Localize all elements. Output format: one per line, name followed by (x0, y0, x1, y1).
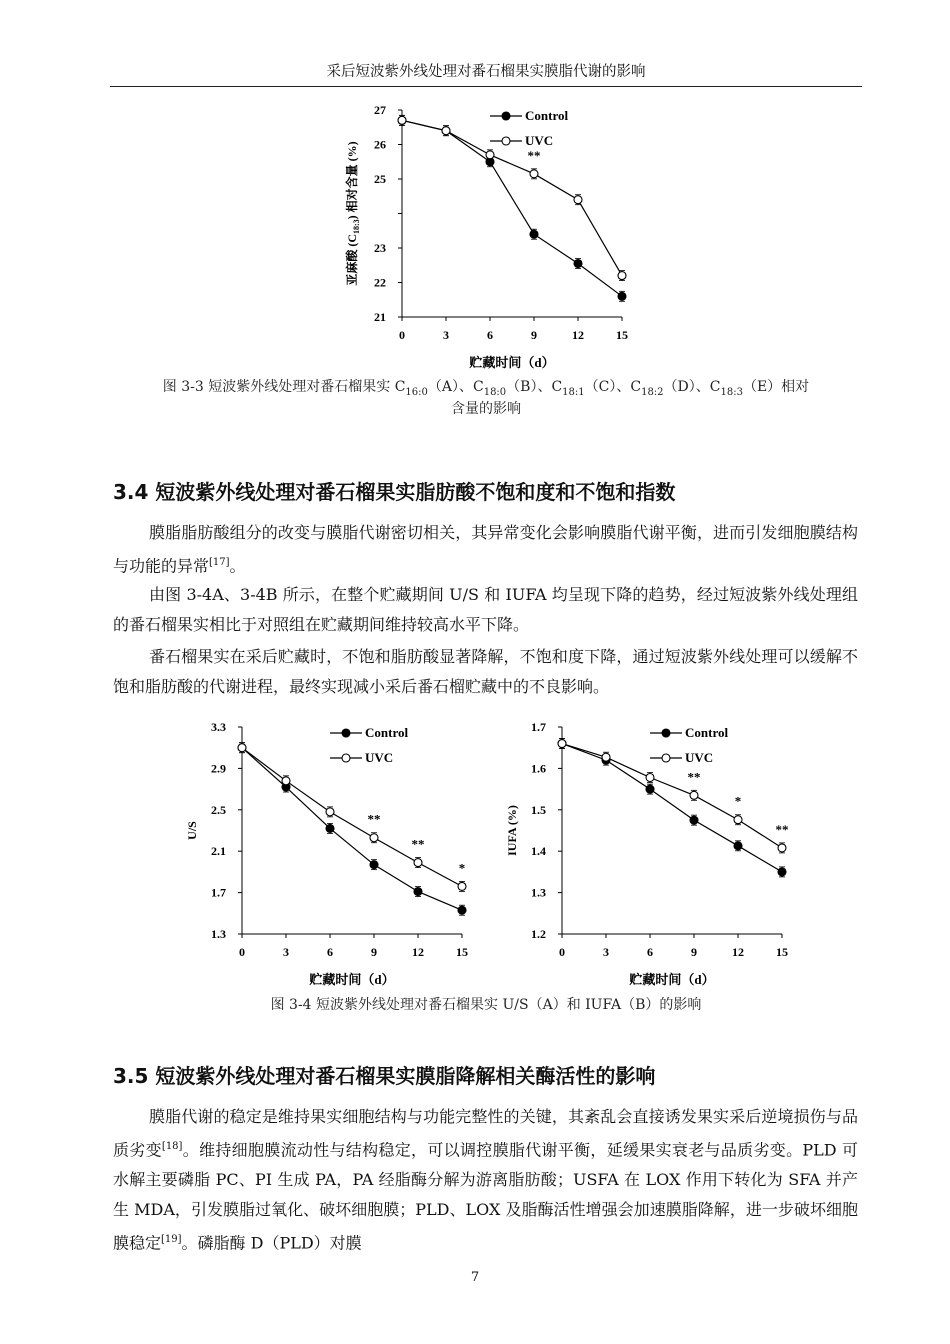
legend-label: UVC (685, 750, 714, 765)
y-tick-label: 1.2 (531, 927, 546, 941)
section-3-4-paragraph-3: 番石榴果实在采后贮藏时，不饱和脂肪酸显著降解，不饱和度下降，通过短波紫外线处理可以缓解不饱和脂肪酸的代谢进程，最终实现减小采后番石榴贮藏中的不良影响。 (113, 647, 858, 696)
data-point-control (458, 906, 466, 914)
x-tick-label: 15 (616, 328, 628, 342)
legend-label: Control (525, 108, 569, 123)
figure-3-4b-chart (500, 712, 810, 992)
legend-marker (342, 729, 350, 737)
data-point-uvc (486, 151, 494, 159)
x-axis-label: 贮藏时间（d） (309, 972, 395, 987)
data-point-control (690, 816, 698, 824)
legend-label: Control (685, 725, 729, 740)
x-axis-label: 贮藏时间（d） (629, 972, 715, 987)
y-axis-label: IUFA (%) (505, 805, 519, 856)
x-tick-label: 15 (456, 945, 468, 959)
data-point-control (646, 785, 654, 793)
data-point-uvc (690, 791, 698, 799)
y-tick-label: 25 (374, 172, 386, 186)
data-point-control (574, 260, 582, 268)
x-tick-label: 0 (399, 328, 405, 342)
y-tick-label: 1.6 (531, 761, 546, 776)
series-line-uvc (242, 748, 462, 887)
data-point-uvc (602, 753, 610, 761)
legend-marker (502, 112, 510, 120)
header-rule (110, 86, 862, 87)
y-tick-label: 27 (374, 103, 386, 117)
x-tick-label: 12 (732, 945, 744, 959)
y-tick-label: 1.5 (531, 802, 546, 817)
figure-3-4-caption: 图 3-4 短波紫外线处理对番石榴果实 U/S（A）和 IUFA（B）的影响 (270, 997, 702, 1013)
y-tick-label: 2.5 (211, 802, 226, 817)
data-point-control (618, 292, 626, 300)
x-tick-label: 3 (603, 945, 609, 959)
significance-marker: ** (411, 836, 425, 852)
x-tick-label: 6 (327, 945, 333, 959)
data-point-control (370, 861, 378, 869)
data-point-uvc (574, 196, 582, 204)
data-point-uvc (530, 170, 538, 178)
y-tick-label: 1.3 (531, 885, 546, 900)
y-tick-label: 1.7 (211, 885, 226, 900)
x-tick-label: 6 (487, 328, 493, 342)
y-tick-label: 2.1 (211, 844, 226, 859)
data-point-uvc (370, 834, 378, 842)
series-line-control (402, 120, 622, 296)
data-point-uvc (778, 844, 786, 852)
x-tick-label: 3 (443, 328, 449, 342)
x-axis-label: 贮藏时间（d） (469, 355, 555, 370)
data-point-uvc (326, 808, 334, 816)
y-axis-label: U/S (185, 821, 199, 840)
data-point-uvc (458, 882, 466, 890)
series-line-uvc (562, 744, 782, 848)
data-point-uvc (442, 127, 450, 135)
x-tick-label: 12 (572, 328, 584, 342)
data-point-control (414, 888, 422, 896)
legend-label: UVC (525, 133, 554, 148)
data-point-uvc (618, 272, 626, 280)
section-3-4-title: 3.4 短波紫外线处理对番石榴果实脂肪酸不饱和度和不饱和指数 (113, 480, 676, 504)
x-tick-label: 15 (776, 945, 788, 959)
figure-3-3-caption: 图 3-3 短波紫外线处理对番石榴果实 $C_{16:0}(A)$、$C_{18:0}(B)$、$C_{18:1}(C)$、$C_{18:2}(D)$、$C_{18:3}(E)$相对 含量的影响 (162, 379, 810, 417)
x-tick-label: 12 (412, 945, 424, 959)
section-3-5-title: 3.5 短波紫外线处理对番石榴果实膜脂降解相关酶活性的影响 (113, 1064, 656, 1088)
data-point-uvc (398, 116, 406, 124)
legend-marker (502, 137, 510, 145)
section-3-5-paragraph-1: 膜脂代谢的稳定是维持果实细胞结构与功能完整性的关键，其紊乱会直接诱发果实采后逆境损伤与品质劣变[18]。维持细胞膜流动性与结构稳定，可以调控膜脂代谢平衡，延缓果实衰老与品质劣变。PLD 可水解主要磷脂 PC、PI 生成 PA，PA 经脂酶分解为游离脂肪酸；USFA 在 LOX 作用下转化为 SFA 并产生 MDA，引发膜脂过氧化、破坏细胞膜；PLD、LOX 及脂酶活性增强会加速膜脂降解，进一步破坏细胞膜稳定[19]。磷脂酶 D（PLD）对膜 (113, 1107, 858, 1253)
y-axis-label: 亚麻酸 $(C_{18:3})$ 相对含量 (%) (345, 141, 361, 286)
data-point-uvc (558, 740, 566, 748)
legend-label: Control (365, 725, 409, 740)
x-tick-label: 0 (239, 945, 245, 959)
legend-marker (342, 754, 350, 762)
running-header: 采后短波紫外线处理对番石榴果实膜脂代谢的影响 (326, 64, 646, 80)
y-tick-label: 23 (374, 241, 386, 255)
data-point-uvc (734, 816, 742, 824)
y-tick-label: 1.4 (531, 844, 546, 859)
significance-marker: ** (775, 821, 789, 837)
data-point-uvc (282, 777, 290, 785)
legend-marker (662, 754, 670, 762)
y-tick-label: 21 (374, 310, 386, 324)
x-tick-label: 9 (691, 945, 697, 959)
data-point-uvc (238, 744, 246, 752)
data-point-control (530, 230, 538, 238)
series-line-control (562, 744, 782, 872)
y-tick-label: 1.3 (211, 927, 226, 941)
legend-label: UVC (365, 750, 394, 765)
x-tick-label: 9 (371, 945, 377, 959)
figure-3-4a-chart (180, 712, 490, 992)
x-tick-label: 9 (531, 328, 537, 342)
y-tick-label: 26 (374, 137, 386, 152)
data-point-control (326, 824, 334, 832)
data-point-uvc (646, 774, 654, 782)
y-tick-label: 22 (374, 275, 386, 290)
significance-marker: * (734, 793, 742, 809)
x-tick-label: 0 (559, 945, 565, 959)
x-tick-label: 6 (647, 945, 653, 959)
data-point-uvc (414, 859, 422, 867)
legend-marker (662, 729, 670, 737)
significance-marker: ** (367, 811, 381, 827)
y-tick-label: 3.3 (211, 720, 226, 734)
data-point-control (734, 842, 742, 850)
figure-3-3-chart (340, 95, 650, 375)
data-point-control (778, 868, 786, 876)
section-3-4-paragraph-2: 由图 3-4A、3-4B 所示，在整个贮藏期间 U/S 和 IUFA 均呈现下降的趋势，经过短波紫外线处理组的番石榴果实相比于对照组在贮藏期间维持较高水平下降。 (113, 585, 858, 634)
y-tick-label: 2.9 (211, 761, 226, 776)
section-3-4-paragraph-1: 膜脂脂肪酸组分的改变与膜脂代谢密切相关，其异常变化会影响膜脂代谢平衡，进而引发细胞膜结构与功能的异常[17]。 (113, 523, 858, 576)
y-tick-label: 1.7 (531, 720, 546, 734)
significance-marker: ** (687, 769, 701, 785)
significance-marker: * (458, 860, 466, 876)
significance-marker: ** (527, 147, 541, 163)
x-tick-label: 3 (283, 945, 289, 959)
page-number: 7 (470, 1270, 480, 1285)
